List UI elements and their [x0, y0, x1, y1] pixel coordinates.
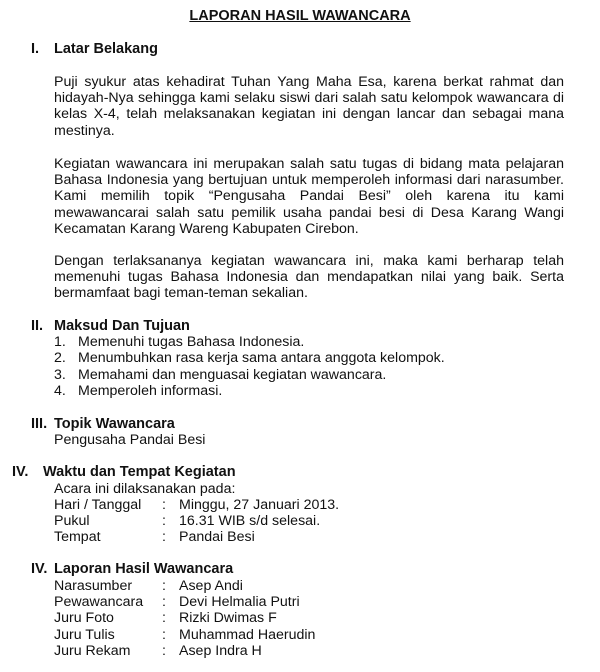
- schedule-row-date: Hari / Tanggal : Minggu, 27 Januari 2013.: [54, 497, 340, 513]
- section-5-heading: [31, 561, 233, 577]
- list-item: 2. Menumbuhkan rasa kerja sama antara anggota kelompok.: [54, 350, 445, 367]
- section-number: IV.: [31, 561, 48, 577]
- section-title: Topik Wawancara: [54, 416, 175, 432]
- section-title: Laporan Hasil Wawancara: [54, 561, 234, 577]
- paragraph-2: Kegiatan wawancara ini merupakan salah satu tugas di bidang mata pelajaran Bahasa Indonesia yang bertujuan untuk memperoleh informasi dari narasumber. Kami memilih topik “Pengusaha Pandai Besi” oleh karena itu kami mewawancarai salah satu pemilik usaha pandai besi di Desa Karang Wangi Kecamatan Karang Wareng Kabupaten Cirebon.: [54, 156, 564, 237]
- section-number: IV.: [12, 464, 29, 480]
- section-number: III.: [31, 416, 48, 432]
- section-number: I.: [31, 41, 40, 57]
- team-row-narasumber: Narasumber : Asep Andi: [54, 578, 243, 594]
- section-title: Maksud Dan Tujuan: [54, 318, 190, 334]
- paragraph-1: Puji syukur atas kehadirat Tuhan Yang Maha Esa, karena berkat rahmat dan hidayah-Nya sehingga kami selaku siswi dari salah satu kelompok wawancara di kelas X-4, telah melaksanakan kegiatan ini dengan lancar dan sebagai mana mestinya.: [54, 74, 564, 139]
- purpose-list: [54, 334, 445, 399]
- section-3-heading: [31, 416, 175, 432]
- list-item: 1. Memenuhi tugas Bahasa Indonesia.: [54, 334, 305, 350]
- section-number: II.: [31, 318, 44, 334]
- team-row-pewawancara: Pewawancara : Devi Helmalia Putri: [54, 594, 300, 610]
- team-row-juru-rekam: Juru Rekam : Asep Indra H: [54, 643, 262, 659]
- schedule-row-time: Pukul : 16.31 WIB s/d selesai.: [54, 513, 321, 529]
- section-title: Waktu dan Tempat Kegiatan: [43, 464, 236, 480]
- team-row-juru-foto: Juru Foto : Rizki Dwimas F: [54, 610, 277, 626]
- section-2-heading: [31, 318, 190, 334]
- schedule-intro: Acara ini dilaksanakan pada:: [54, 481, 236, 497]
- section-title: Latar Belakang: [54, 41, 158, 57]
- paragraph-3: Dengan terlaksananya kegiatan wawancara ini, maka kami berharap telah memenuhi tugas Bahasa Indonesia dan mendapatkan nilai yang baik. Serta bermamfaat bagi teman-teman sekalian.: [54, 253, 564, 302]
- schedule-row-place: Tempat : Pandai Besi: [54, 529, 255, 545]
- topic-text: Pengusaha Pandai Besi: [54, 432, 206, 448]
- team-row-juru-tulis: Juru Tulis : Muhammad Haerudin: [54, 627, 316, 643]
- section-4-heading: [12, 464, 236, 480]
- document-title: LAPORAN HASIL WAWANCARA: [189, 8, 411, 24]
- section-1-heading: [31, 41, 158, 57]
- list-item: 3. Memahami dan menguasai kegiatan wawancara.: [54, 366, 387, 383]
- list-item: 4. Memperoleh informasi.: [54, 382, 223, 399]
